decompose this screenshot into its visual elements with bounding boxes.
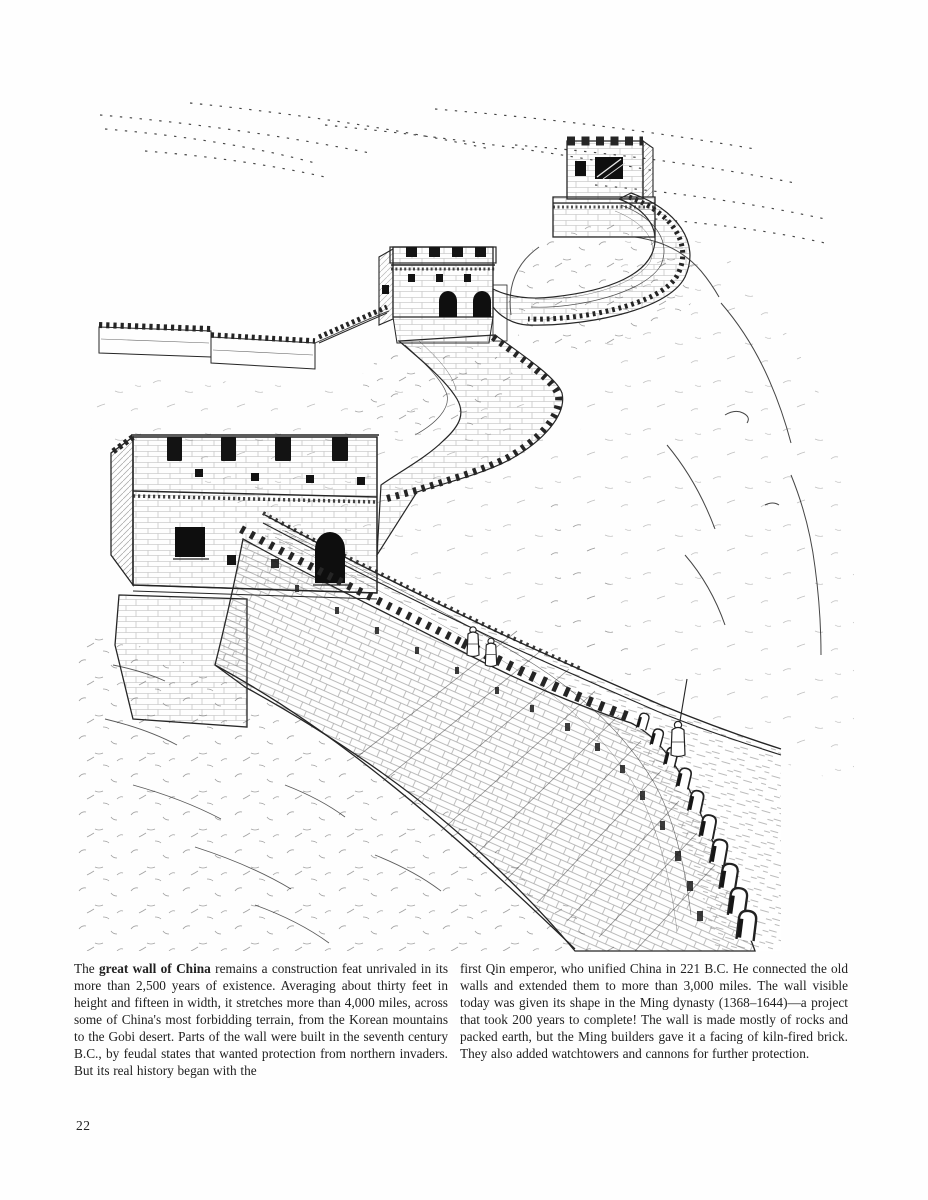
lead-text: The [74, 961, 100, 976]
tower-window [575, 161, 586, 176]
article-column-left [74, 960, 448, 1079]
arched-doorway [439, 291, 457, 317]
left-body-text: remains a construction feat unrivaled in its more than 2,500 years of existence. Averaging about thirty feet in height and fifteen in width, it stretches more than 4,000 miles, across some of China's most forbidding terrain, from the Korean mountains to the Gobi desert. Parts of the wall were built in the seventh century B.C., by feudal states that wanted protection from northern invaders. But its real history began with the [74, 961, 448, 1078]
distant-wall [99, 307, 387, 369]
lead-bold-text: great wall of China [99, 961, 211, 976]
sky-cloud-strokes [100, 103, 825, 243]
page-number: 22 [76, 1118, 91, 1133]
left-paragraph [74, 960, 448, 1079]
great-wall-illustration [75, 85, 855, 955]
tower-window [175, 527, 205, 557]
far-watchtower [553, 141, 655, 237]
right-paragraph: first Qin emperor, who unified China in 221 B.C. He connected the old walls and extended them to more than 3,000 miles. The wall visible today was given its shape in the Ming dynasty (1368–1644)—a project that took 200 years to complete! The wall is made mostly of rocks and packed earth, but the Ming builders gave it a facing of kiln-fired brick. They also added watchtowers and cannons for further protection. [460, 961, 848, 1061]
arched-doorway [473, 291, 491, 317]
middle-watchtower [379, 247, 496, 343]
article-column-right [460, 960, 848, 1079]
caption-text [74, 960, 848, 1079]
